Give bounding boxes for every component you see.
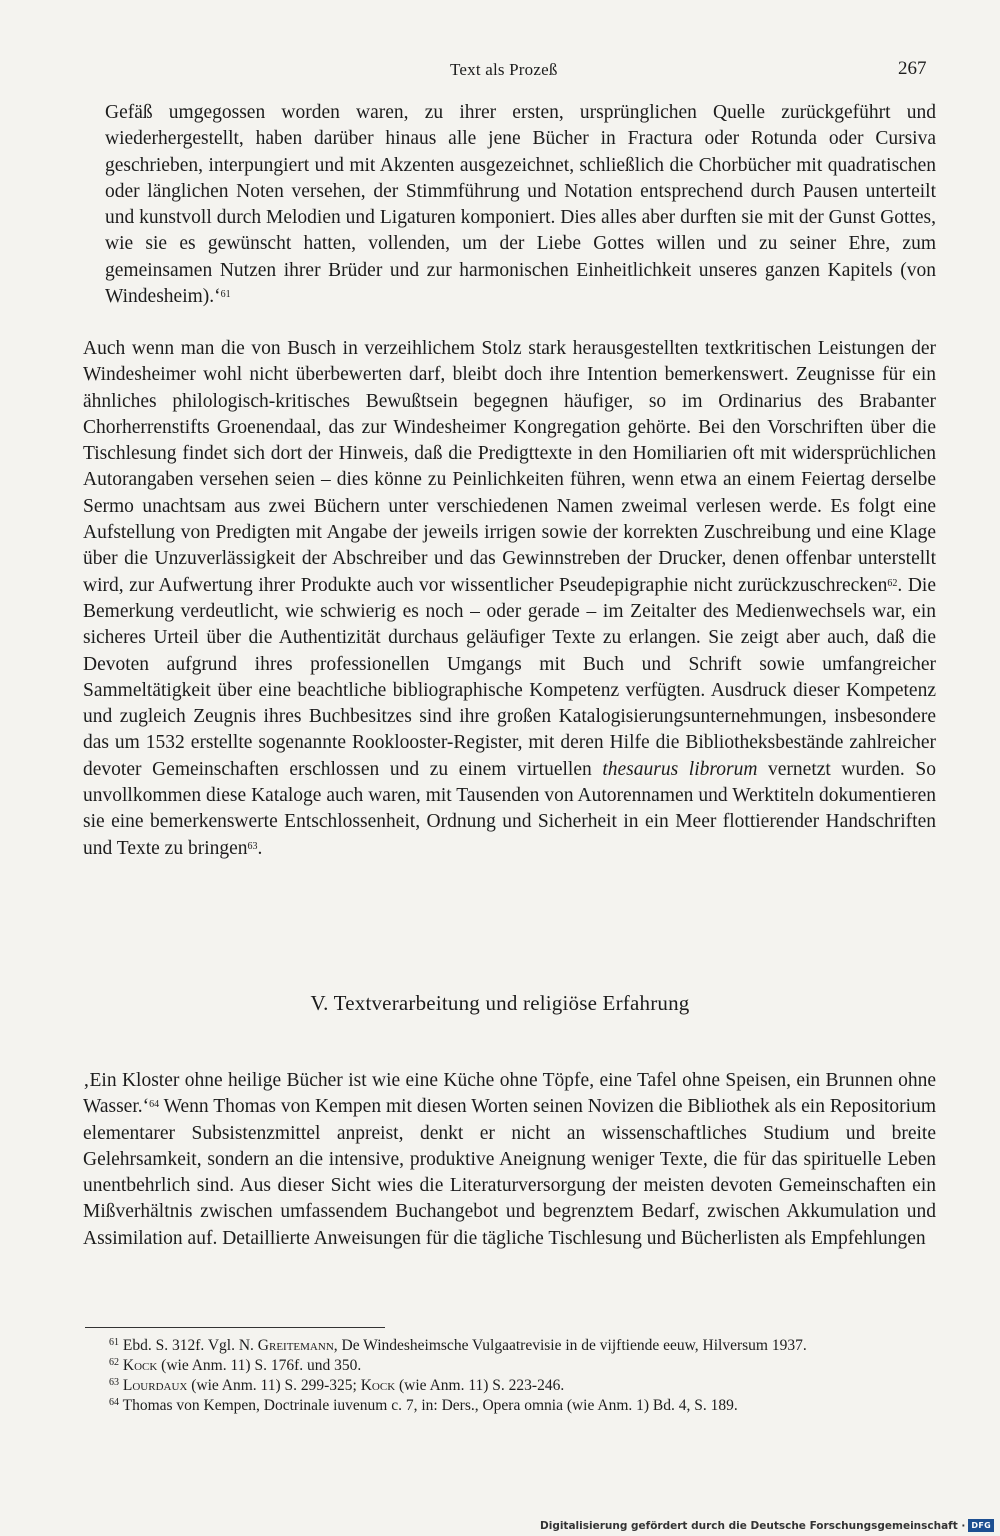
italic-term: thesaurus librorum bbox=[602, 758, 758, 780]
paragraph-text: . Die Bemerkung verdeutlicht, wie schwierig es noch – oder gerade – im Zeitalter des Medienwechsels war, ein sicheres Urteil über die Authentizität durchaus geläufiger Texte zu erlangen. Sie zeigt aber auch, daß die Devoten aufgrund ihres professionellen Umgangs mit Buch und Schrift sowie umfangreicher Sammeltätigkeit über eine beachtliche bibliographische Kompetenz verfügten. Ausdruck dieser Kompetenz und zugleich Zeugnis ihres Buchbesitzes sind ihre großen Katalogisierungsunternehmungen, insbesondere das um 1532 erstellte sogenannte Rooklooster-Register, mit deren Hilfe die Bibliotheksbestände zahlreicher devoter Gemeinschaften erschlossen und zu einem virtuellen bbox=[83, 574, 936, 780]
footnote-number: 61 bbox=[109, 1337, 119, 1348]
quote-text: Gefäß umgegossen worden waren, zu ihrer ersten, ursprünglichen Quelle zurückgeführt und wiederhergestellt, haben darüber hinaus alle jene Bücher in Fractura oder Rotunda oder Cursiva geschrieben, interpungiert und mit Akzenten ausgezeichnet, schließlich die Chorbücher mit quadratischen oder länglichen Noten versehen, der Stimmführung und Notation entsprechend durch Pausen unterteilt und kunstvoll durch Melodien und Ligaturen komponiert. Dies alles aber durften sie mit der Gunst Gottes, wie sie es gewünscht hatten, vollenden, um der Liebe Gottes willen und zu seiner Ehre, zum gemeinsamen Nutzen ihrer Brüder und zur harmonischen Einheitlichkeit unseres ganzen Kapitels (von Windesheim).‘ bbox=[105, 102, 936, 308]
footnote-ref[interactable]: 64 bbox=[149, 1099, 160, 1111]
footnote-text: Ebd. S. 312f. Vgl. N. bbox=[122, 1337, 258, 1354]
footnote bbox=[109, 1396, 949, 1416]
credit-text: Digitalisierung gefördert durch die Deutsche Forschungsgemeinschaft · bbox=[540, 1519, 966, 1532]
footnote-number: 63 bbox=[109, 1377, 119, 1388]
body-paragraph bbox=[83, 336, 936, 862]
paragraph-text: Auch wenn man die von Busch in verzeihlichem Stolz stark herausgestellten textkritischen Leistungen der Windesheimer wohl nicht überbewerten darf, bleibt doch ihre Intention bemerkenswert. Zeugnisse für ein ähnliches philologisch-kritisches Bewußtsein begegnen häufiger, so im Ordinarius des Brabanter Chorherrenstifts Groenendaal, das zur Windesheimer Kongregation gehörte. Bei den Vorschriften über die Tischlesung findet sich dort der Hinweis, daß die Predigttexte in den Homiliarien oft mit widersprüchlichen Autorangaben versehen seien – dies könne zu Peinlichkeiten führen, wenn etwa an einem Feiertag derselbe Sermo unachtsam aus zwei Büchern unter verschiedenen Namen zweimal verlesen werde. Es folgt eine Aufstellung von Predigten mit Angabe der jeweils irrigen sowie der korrekten Zuschreibung und eine Klage über die Unzuverlässigkeit der Abschreiber und das Gewinnstreben der Drucker, denen offenbar unterstellt wird, zur Aufwertung ihrer Produkte auch vor wissentlicher Pseudepigraphie nicht zurückzuschrecken bbox=[83, 338, 936, 596]
footnote-text: (wie Anm. 11) S. 176f. und 350. bbox=[157, 1357, 362, 1374]
page-number: 267 bbox=[898, 58, 927, 79]
section-heading: V. Textverarbeitung und religiöse Erfahrung bbox=[310, 991, 690, 1015]
paragraph-text: Wenn Thomas von Kempen mit diesen Worten seinen Novizen die Bibliothek als ein Repositorium elementarer Subsistenzmittel anpreist, denkt er nicht an wissenschaftliches Studium und breite Gelehrsamkeit, sondern an die intensive, produktive Aneignung weniger Texte, die für das spirituelle Leben unentbehrlich sind. Aus dieser Sicht wies die Literaturversorgung der meisten devoten Gemeinschaften ein Mißverhältnis zwischen umfassendem Buchangebot und begrenztem Bedarf, zwischen Akkumulation und Assimilation auf. Detaillierte Anweisungen für die tägliche Tischlesung und Bücherlisten als Empfehlungen bbox=[83, 1096, 936, 1249]
footnote-ref[interactable]: 63 bbox=[247, 840, 258, 852]
footnote bbox=[109, 1336, 949, 1356]
dfg-logo-icon: DFG bbox=[968, 1519, 994, 1532]
block-quote bbox=[105, 100, 936, 310]
footnotes bbox=[109, 1336, 949, 1416]
author-name: Greitemann bbox=[257, 1337, 334, 1354]
paragraph-text: vernetzt wurden. So unvollkommen diese Kataloge auch waren, mit Tausenden von Autorennamen und Werktiteln dokumentieren sie eine bemerkenswerte Entschlossenheit, Ordnung und Sicherheit in ein Meer flottierender Handschriften und Texte zu bringen bbox=[83, 758, 936, 859]
footnote-text: Thomas von Kempen, Doctrinale iuvenum c. 7, in: Ders., Opera omnia (wie Anm. 1) Bd. 4, S. 189. bbox=[122, 1397, 738, 1414]
author-name: Kock bbox=[122, 1357, 158, 1374]
footnote-text: , De Windesheimsche Vulgaatrevisie in de vijftiende eeuw, Hilversum 1937. bbox=[333, 1337, 807, 1354]
footnote-text: (wie Anm. 11) S. 299-325; bbox=[187, 1377, 361, 1394]
footnote bbox=[109, 1356, 949, 1376]
running-title: Text als Prozeß bbox=[450, 60, 558, 79]
author-name: Kock bbox=[360, 1377, 396, 1394]
footnote-number: 64 bbox=[109, 1397, 119, 1408]
paragraph-text: ‚Ein Kloster ohne heilige Bücher ist wie eine Küche ohne Töpfe, eine Tafel ohne Speisen, ein Brunnen ohne Wasser.‘ bbox=[83, 1070, 936, 1118]
footnote-text: (wie Anm. 11) S. 223-246. bbox=[395, 1377, 565, 1394]
digitization-credit bbox=[540, 1519, 994, 1532]
footnote-ref[interactable]: 62 bbox=[887, 577, 898, 589]
paragraph-text: . bbox=[257, 837, 263, 859]
footnote bbox=[109, 1376, 949, 1396]
author-name: Lourdaux bbox=[122, 1377, 188, 1394]
body-paragraph bbox=[83, 1068, 936, 1252]
footnote-ref[interactable]: 61 bbox=[220, 289, 231, 301]
footnote-number: 62 bbox=[109, 1357, 119, 1368]
footnote-divider bbox=[85, 1327, 385, 1328]
